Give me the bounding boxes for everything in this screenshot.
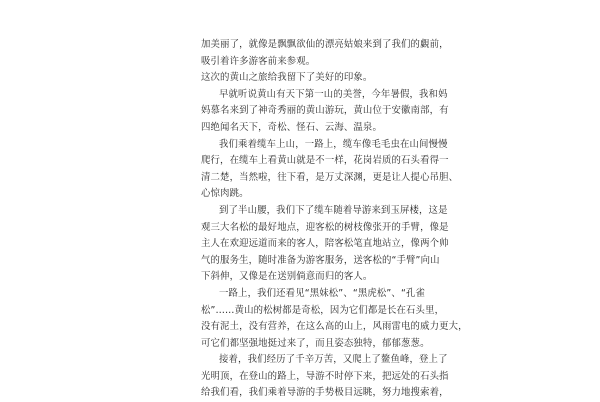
paragraph-start-line: 我们乘着缆车上山，一路上，缆车像毛毛虫在山间慢慢 [219, 138, 448, 150]
text-line: 妈慕名来到了神奇秀丽的黄山游玩，黄山位于安徽南部，有 [201, 105, 449, 117]
paragraph-start-line: 早就听说黄山有天下第一山的美誉，今年暑假，我和妈 [219, 88, 448, 100]
text-line: 心惊肉跳。 [201, 188, 249, 200]
text-line: 吸引着许多游客前来参观。 [201, 55, 316, 67]
text-line: 清二楚，当然啦，往下看，是万丈深渊，更是让人提心吊胆、 [201, 171, 459, 183]
paragraph-start-line: 到了半山腰，我们下了缆车随着导游来到玉屏楼，这是 [219, 204, 448, 216]
text-line: 下斜伸，又像是在送别倘意而归的客人。 [201, 271, 373, 283]
text-line: 爬行，在缆车上看黄山就是不一样，花岗岩质的石头看得一 [201, 155, 449, 167]
text-line: 观三大名松的最好地点，迎客松的树枝像张开的手臂，像是 [201, 221, 449, 233]
text-line: 这次的黄山之旅给我留下了美好的印象。 [201, 72, 373, 84]
text-line: 气的服务生，随时准备为游客服务，送客松的“手臂”向山 [201, 254, 440, 266]
text-line: 没有泥土，没有营养，在这么高的山上，风雨雷电的威力更大， [201, 321, 468, 333]
text-line: 加美丽了，就像是飘飘欲仙的漂亮姑娘来到了我们的覷前， [201, 39, 449, 50]
paragraph-start-line: 接着，我们经历了千辛万苦，又爬上了鳌鱼峰，登上了 [219, 354, 448, 366]
text-line: 光明顶，在登山的路上，导游不时停下来，把远处的石头指 [201, 370, 449, 382]
text-line: 四绝闻名天下，奇松、怪石、云海、温泉。 [201, 121, 382, 133]
text-line: 主人在欢迎远道而来的客人，陪客松笔直地站立，像两个帅 [201, 238, 449, 250]
paragraph-start-line: 一路上，我们还看见“黑妹松”、“黑虎松”、“孔雀 [219, 287, 426, 299]
text-line: 可它们都坚强地挺过来了，而且姿态独特，郁郁葱葱。 [201, 337, 430, 349]
text-line: 给我们看，我们乘着导游的手势极目远眺，努力地搜索着， [201, 387, 449, 399]
text-line: 松”……黄山的松树都是奇松，因为它们都是长在石头里， [201, 304, 445, 316]
essay-body [201, 37, 468, 402]
